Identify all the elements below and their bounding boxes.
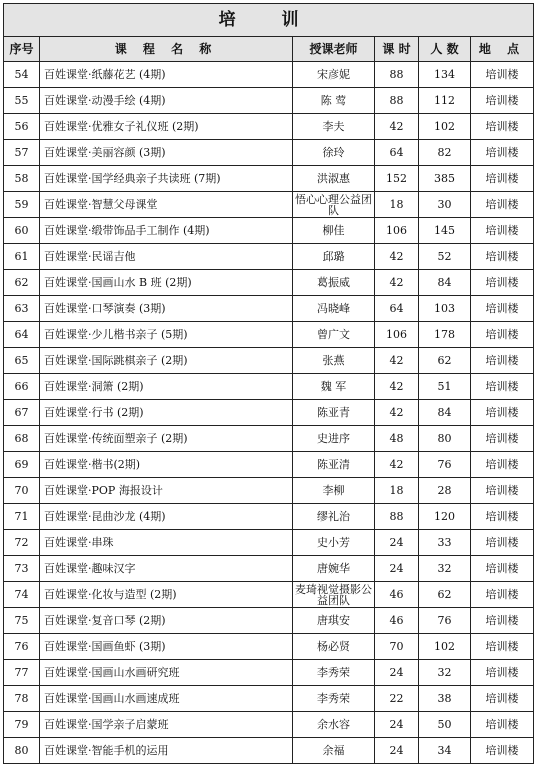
cell-hours: 64 (375, 296, 419, 322)
cell-course: 百姓课堂·行书 (2期) (40, 400, 293, 426)
table-row (4, 296, 534, 322)
cell-no: 73 (4, 556, 40, 582)
cell-people: 33 (419, 530, 471, 556)
header-people: 人 数 (419, 37, 471, 62)
cell-no: 54 (4, 62, 40, 88)
table-row (4, 530, 534, 556)
cell-people: 80 (419, 426, 471, 452)
cell-hours: 88 (375, 62, 419, 88)
cell-teacher: 陈亚清 (293, 452, 375, 478)
cell-hours: 42 (375, 244, 419, 270)
cell-place: 培训楼 (471, 686, 534, 712)
table-row (4, 114, 534, 140)
table-row (4, 88, 534, 114)
table-row (4, 660, 534, 686)
cell-hours: 42 (375, 270, 419, 296)
cell-teacher: 史小芳 (293, 530, 375, 556)
cell-course: 百姓课堂·POP 海报设计 (40, 478, 293, 504)
cell-no: 69 (4, 452, 40, 478)
cell-people: 112 (419, 88, 471, 114)
training-table (3, 3, 534, 764)
cell-place: 培训楼 (471, 244, 534, 270)
table-row (4, 348, 534, 374)
cell-people: 120 (419, 504, 471, 530)
training-table-sheet (3, 3, 533, 763)
header-course: 课 程 名 称 (40, 37, 293, 62)
cell-hours: 24 (375, 738, 419, 764)
cell-course: 百姓课堂·缎带饰品手工制作 (4期) (40, 218, 293, 244)
cell-place: 培训楼 (471, 192, 534, 218)
cell-place: 培训楼 (471, 374, 534, 400)
cell-no: 74 (4, 582, 40, 608)
cell-teacher: 杨必贤 (293, 634, 375, 660)
cell-course: 百姓课堂·纸藤花艺 (4期) (40, 62, 293, 88)
cell-no: 57 (4, 140, 40, 166)
cell-no: 75 (4, 608, 40, 634)
table-row (4, 712, 534, 738)
cell-people: 134 (419, 62, 471, 88)
cell-teacher: 李秀荣 (293, 660, 375, 686)
cell-hours: 46 (375, 582, 419, 608)
cell-course: 百姓课堂·智能手机的运用 (40, 738, 293, 764)
table-row (4, 608, 534, 634)
cell-teacher: 张燕 (293, 348, 375, 374)
section-title: 培 训 (4, 4, 534, 37)
cell-hours: 24 (375, 530, 419, 556)
table-row (4, 62, 534, 88)
cell-place: 培训楼 (471, 62, 534, 88)
cell-hours: 24 (375, 712, 419, 738)
cell-no: 71 (4, 504, 40, 530)
cell-course: 百姓课堂·洞箫 (2期) (40, 374, 293, 400)
cell-no: 56 (4, 114, 40, 140)
cell-no: 61 (4, 244, 40, 270)
cell-people: 178 (419, 322, 471, 348)
cell-people: 102 (419, 634, 471, 660)
cell-place: 培训楼 (471, 218, 534, 244)
cell-no: 62 (4, 270, 40, 296)
cell-teacher: 陈 莺 (293, 88, 375, 114)
cell-no: 77 (4, 660, 40, 686)
cell-hours: 106 (375, 322, 419, 348)
cell-hours: 24 (375, 660, 419, 686)
cell-people: 62 (419, 582, 471, 608)
header-row (4, 37, 534, 62)
cell-hours: 42 (375, 374, 419, 400)
cell-hours: 48 (375, 426, 419, 452)
table-row (4, 738, 534, 764)
cell-teacher: 冯晓峰 (293, 296, 375, 322)
cell-teacher: 李夫 (293, 114, 375, 140)
cell-place: 培训楼 (471, 88, 534, 114)
table-row (4, 556, 534, 582)
cell-course: 百姓课堂·国画山水 B 班 (2期) (40, 270, 293, 296)
cell-no: 66 (4, 374, 40, 400)
table-row (4, 374, 534, 400)
cell-people: 51 (419, 374, 471, 400)
cell-hours: 106 (375, 218, 419, 244)
cell-course: 百姓课堂·国学经典亲子共读班 (7期) (40, 166, 293, 192)
cell-teacher: 李秀荣 (293, 686, 375, 712)
cell-place: 培训楼 (471, 660, 534, 686)
cell-hours: 18 (375, 478, 419, 504)
cell-people: 82 (419, 140, 471, 166)
cell-people: 102 (419, 114, 471, 140)
cell-teacher: 徐玲 (293, 140, 375, 166)
cell-course: 百姓课堂·口琴演奏 (3期) (40, 296, 293, 322)
cell-course: 百姓课堂·国际跳棋亲子 (2期) (40, 348, 293, 374)
cell-people: 30 (419, 192, 471, 218)
cell-people: 103 (419, 296, 471, 322)
cell-people: 62 (419, 348, 471, 374)
cell-hours: 22 (375, 686, 419, 712)
cell-people: 34 (419, 738, 471, 764)
cell-place: 培训楼 (471, 530, 534, 556)
cell-course: 百姓课堂·化妆与造型 (2期) (40, 582, 293, 608)
cell-people: 28 (419, 478, 471, 504)
cell-teacher: 葛振威 (293, 270, 375, 296)
table-row (4, 478, 534, 504)
cell-no: 72 (4, 530, 40, 556)
cell-no: 80 (4, 738, 40, 764)
cell-teacher: 李柳 (293, 478, 375, 504)
cell-hours: 152 (375, 166, 419, 192)
cell-hours: 64 (375, 140, 419, 166)
cell-no: 67 (4, 400, 40, 426)
cell-course: 百姓课堂·民谣吉他 (40, 244, 293, 270)
cell-course: 百姓课堂·国画山水画研究班 (40, 660, 293, 686)
cell-place: 培训楼 (471, 166, 534, 192)
cell-teacher: 余水容 (293, 712, 375, 738)
cell-no: 63 (4, 296, 40, 322)
cell-teacher: 洪淑惠 (293, 166, 375, 192)
cell-hours: 18 (375, 192, 419, 218)
cell-teacher: 宋彦妮 (293, 62, 375, 88)
cell-teacher: 魏 军 (293, 374, 375, 400)
table-body (4, 62, 534, 764)
cell-no: 58 (4, 166, 40, 192)
cell-place: 培训楼 (471, 504, 534, 530)
cell-place: 培训楼 (471, 426, 534, 452)
cell-hours: 70 (375, 634, 419, 660)
header-hours: 课 时 (375, 37, 419, 62)
cell-no: 65 (4, 348, 40, 374)
cell-people: 52 (419, 244, 471, 270)
table-row (4, 452, 534, 478)
cell-people: 145 (419, 218, 471, 244)
cell-no: 55 (4, 88, 40, 114)
header-no: 序号 (4, 37, 40, 62)
cell-course: 百姓课堂·国画山水画速成班 (40, 686, 293, 712)
cell-place: 培训楼 (471, 556, 534, 582)
cell-place: 培训楼 (471, 712, 534, 738)
cell-place: 培训楼 (471, 452, 534, 478)
cell-no: 60 (4, 218, 40, 244)
table-row (4, 244, 534, 270)
cell-place: 培训楼 (471, 114, 534, 140)
cell-course: 百姓课堂·国学亲子启蒙班 (40, 712, 293, 738)
cell-teacher: 柳佳 (293, 218, 375, 244)
cell-people: 76 (419, 608, 471, 634)
cell-people: 385 (419, 166, 471, 192)
cell-place: 培训楼 (471, 738, 534, 764)
cell-no: 59 (4, 192, 40, 218)
cell-course: 百姓课堂·动漫手绘 (4期) (40, 88, 293, 114)
cell-no: 79 (4, 712, 40, 738)
cell-place: 培训楼 (471, 400, 534, 426)
cell-teacher: 邱璐 (293, 244, 375, 270)
cell-hours: 24 (375, 556, 419, 582)
cell-course: 百姓课堂·传统面塑亲子 (2期) (40, 426, 293, 452)
cell-people: 38 (419, 686, 471, 712)
cell-teacher: 麦琦视觉摄影公益团队 (293, 582, 375, 608)
cell-hours: 42 (375, 400, 419, 426)
table-row (4, 270, 534, 296)
cell-teacher: 曾广文 (293, 322, 375, 348)
cell-people: 84 (419, 400, 471, 426)
table-row (4, 192, 534, 218)
cell-place: 培训楼 (471, 270, 534, 296)
cell-no: 68 (4, 426, 40, 452)
cell-place: 培训楼 (471, 634, 534, 660)
cell-people: 84 (419, 270, 471, 296)
cell-teacher: 陈亚青 (293, 400, 375, 426)
cell-course: 百姓课堂·昆曲沙龙 (4期) (40, 504, 293, 530)
cell-teacher: 史进序 (293, 426, 375, 452)
cell-course: 百姓课堂·少儿楷书亲子 (5期) (40, 322, 293, 348)
table-row (4, 322, 534, 348)
cell-hours: 42 (375, 452, 419, 478)
cell-hours: 42 (375, 348, 419, 374)
cell-hours: 42 (375, 114, 419, 140)
cell-no: 78 (4, 686, 40, 712)
cell-place: 培训楼 (471, 608, 534, 634)
cell-hours: 88 (375, 504, 419, 530)
table-row (4, 686, 534, 712)
cell-course: 百姓课堂·国画鱼虾 (3期) (40, 634, 293, 660)
cell-course: 百姓课堂·智慧父母课堂 (40, 192, 293, 218)
cell-people: 76 (419, 452, 471, 478)
cell-place: 培训楼 (471, 582, 534, 608)
cell-course: 百姓课堂·趣味汉字 (40, 556, 293, 582)
cell-no: 76 (4, 634, 40, 660)
cell-place: 培训楼 (471, 348, 534, 374)
cell-people: 50 (419, 712, 471, 738)
cell-place: 培训楼 (471, 478, 534, 504)
cell-teacher: 唐琪安 (293, 608, 375, 634)
header-place: 地 点 (471, 37, 534, 62)
header-teacher: 授课老师 (293, 37, 375, 62)
cell-teacher: 缪礼治 (293, 504, 375, 530)
cell-course: 百姓课堂·复音口琴 (2期) (40, 608, 293, 634)
cell-course: 百姓课堂·优雅女子礼仪班 (2期) (40, 114, 293, 140)
cell-hours: 88 (375, 88, 419, 114)
cell-people: 32 (419, 556, 471, 582)
cell-course: 百姓课堂·美丽容颜 (3期) (40, 140, 293, 166)
table-row (4, 400, 534, 426)
cell-teacher: 余福 (293, 738, 375, 764)
cell-course: 百姓课堂·串珠 (40, 530, 293, 556)
cell-place: 培训楼 (471, 322, 534, 348)
cell-no: 70 (4, 478, 40, 504)
cell-course: 百姓课堂·楷书(2期) (40, 452, 293, 478)
cell-teacher: 悟心心理公益团队 (293, 192, 375, 218)
table-row (4, 582, 534, 608)
table-row (4, 166, 534, 192)
cell-teacher: 唐婉华 (293, 556, 375, 582)
table-row (4, 218, 534, 244)
cell-people: 32 (419, 660, 471, 686)
table-row (4, 140, 534, 166)
cell-hours: 46 (375, 608, 419, 634)
table-row (4, 426, 534, 452)
table-row (4, 634, 534, 660)
cell-no: 64 (4, 322, 40, 348)
table-row (4, 504, 534, 530)
cell-place: 培训楼 (471, 296, 534, 322)
cell-place: 培训楼 (471, 140, 534, 166)
